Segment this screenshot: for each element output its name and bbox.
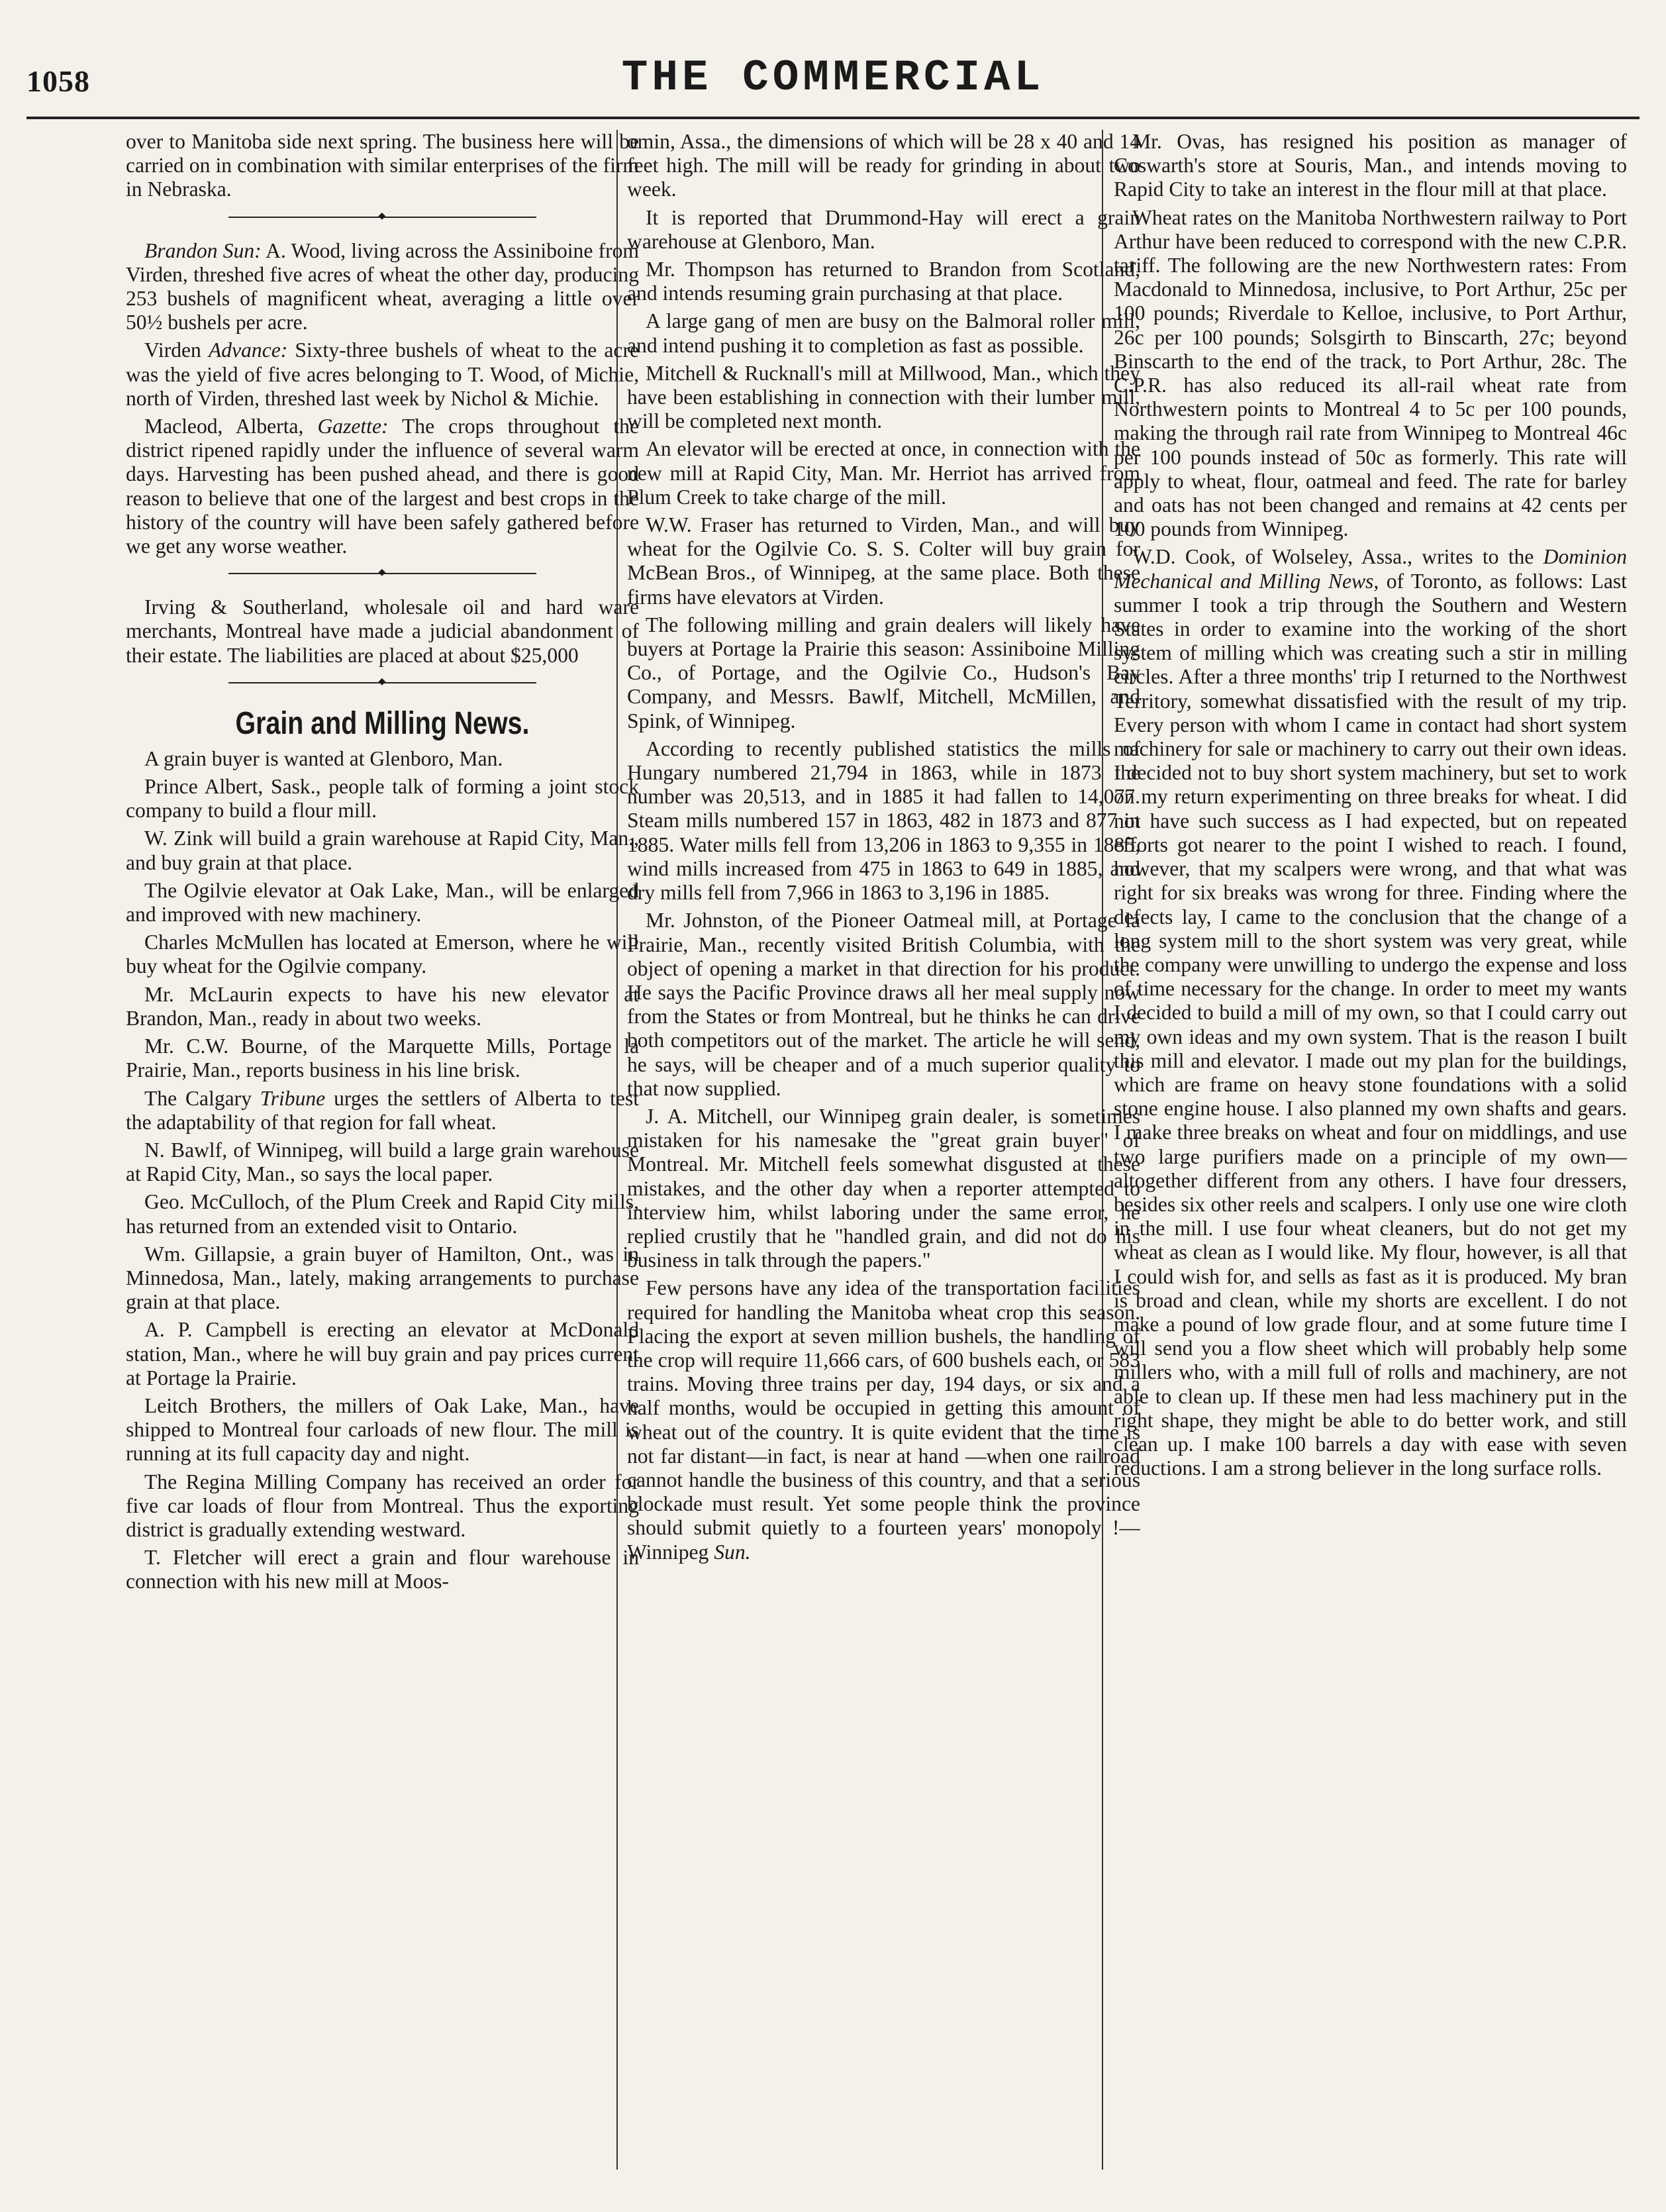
separator <box>228 682 536 687</box>
news-item: The Regina Milling Company has received an order for five car loads of flour from Montreal. Thus the exporting district is gradually extending westward. <box>126 1470 639 1541</box>
source-name: Tribune <box>260 1086 326 1110</box>
news-item: Mitchell & Rucknall's mill at Millwood, Man., which they have been establishing in connection with their lumber mill, will be completed next month. <box>627 361 1140 433</box>
news-item <box>126 1087 639 1134</box>
source-name: Advance: <box>208 338 288 362</box>
paragraph-text: The Calgary <box>144 1086 260 1110</box>
news-item: A grain buyer is wanted at Glenboro, Man. <box>144 746 503 770</box>
paragraph-text: urges the settlers of Alberta to test the adaptability of that region for fall wheat. <box>126 1086 639 1134</box>
column-2 <box>627 130 1140 2156</box>
article-paragraph: over to Manitoba side next spring. The business here will be carried on in combination with similar enterprises of the firm in Nebraska. <box>126 130 639 201</box>
news-item: Mr. Thompson has returned to Brandon from Scotland, and intends resuming grain purchasing at that place. <box>627 258 1140 305</box>
news-item: Wm. Gillapsie, a grain buyer of Hamilton, Ont., was in Minnedosa, Man., lately, making arrangements to purchase grain at that place. <box>126 1242 639 1314</box>
paragraph-text: A. Wood, living across the Assiniboine from Virden, threshed five acres of wheat the other day, producing 253 bushels of magnificent wheat, averaging a little over 50½ bushels per acre. <box>126 238 639 334</box>
news-item: Mr. McLaurin expects to have his new elevator at Brandon, Man., ready in about two weeks. <box>126 982 639 1030</box>
news-item: N. Bawlf, of Winnipeg, will build a large grain warehouse at Rapid City, Man., so says the local paper. <box>126 1138 639 1186</box>
news-item: W.W. Fraser has returned to Virden, Man., and will buy wheat for the Ogilvie Co. S. S. Colter will buy grain for McBean Bros., of Winnipeg, at the same place. Both these firms have elevators at Virden. <box>627 513 1140 609</box>
news-item: The following milling and grain dealers will likely have buyers at Portage la Prairie this season: Assiniboine Milling Co., of Portage, and the Ogilvie Co., Hudson's Bay Company, and Messrs. Bawlf, Mitchell, McMillen, and Spink, of Winnipeg. <box>627 613 1140 732</box>
news-item: J. A. Mitchell, our Winnipeg grain dealer, is sometimes mistaken for his namesake the "great grain buyer" of Montreal. Mr. Mitchell feels somewhat disgusted at these mistakes, and the other day when a reporter attempted to interview him, whilst laboring under the same error, he replied crustily that he "handled grain, and did not do his business in talk through the papers." <box>627 1104 1140 1272</box>
news-item: The Ogilvie elevator at Oak Lake, Man., will be enlarged and improved with new machinery. <box>126 878 639 927</box>
masthead: THE COMMERCIAL <box>621 53 1045 103</box>
paragraph-text: Virden <box>144 338 209 362</box>
news-item <box>1114 545 1627 1480</box>
news-item: W. Zink will build a grain warehouse at Rapid City, Man., and buy grain at that place. <box>126 827 639 874</box>
news-item: A. P. Campbell is erecting an elevator at McDonald station, Man., where he will buy grain and pay prices current at Portage la Prairie. <box>126 1318 639 1389</box>
separator <box>228 217 536 222</box>
paragraph-text: The crops throughout the district ripened rapidly under the influence of several warm days. Harvesting has been pushed ahead, and there is good reason to believe that one of the largest and best crops in the history of the country will have been safely gathered before we get any worse weather. <box>126 415 639 558</box>
article-paragraph <box>126 239 639 335</box>
column-1 <box>126 130 639 2156</box>
news-item: A large gang of men are busy on the Balmoral roller mill, and intend pushing it to completion as fast as possible. <box>627 309 1140 357</box>
publication-name: Dominion Mechanical and Milling News <box>1114 545 1627 593</box>
paragraph-text: Sixty-three bushels of wheat to the acre was the yield of five acres belonging to T. Wood, of Michie, north of Virden, threshed last week by Nichol & Michie. <box>126 338 639 410</box>
header-rule <box>26 117 1640 119</box>
news-item: According to recently published statistics the mills of Hungary numbered 21,794 in 1863, while in 1873 the number was 20,513, and in 1885 it had fallen to 14,077. Steam mills numbered 157 in 1863, 482 in 1873 and 877 in 1885. Water mills fell from 13,206 in 1863 to 9,355 in 1885, wind mills increased from 475 in 1863 to 649 in 1885, and dry mills fell from 7,966 in 1863 to 3,196 in 1885. <box>627 736 1140 905</box>
source-name: Sun. <box>714 1540 751 1564</box>
news-item: omin, Assa., the dimensions of which will be 28 x 40 and 14 feet high. The mill will be ready for grinding in about two week. <box>627 130 1140 201</box>
source-name: Gazette: <box>317 415 389 438</box>
news-item: Charles McMullen has located at Emerson, where he will buy wheat for the Ogilvie company. <box>126 930 639 978</box>
news-item: Mr. Ovas, has resigned his position as manager of Coswarth's store at Souris, Man., and intends moving to Rapid City to take an interest in the flour mill at that place. <box>1114 130 1627 201</box>
news-item: Leitch Brothers, the millers of Oak Lake, Man., have shipped to Montreal four carloads of new flour. The mill is running at its full capacity day and night. <box>126 1393 639 1466</box>
page-number: 1058 <box>26 64 90 98</box>
paragraph-text: Few persons have any idea of the transportation facilities required for handling the Manitoba wheat crop this season. Placing the export at seven million bushels, the handling of the crop will require 11,666 cars, of 600 bushels each, or 583 trains. Moving three trains per day, 194 days, or six and a half months, would be occupied in getting this amount of wheat out of the country. It is quite evident that the time is not far distant—in fact, is near at hand —when one railroad cannot handle the business of this country, and that a serious blockade must result. Yet some people think the province should submit quietly to a fourteen years' monopoly !—Winnipeg <box>627 1276 1140 1564</box>
news-item: It is reported that Drummond-Hay will erect a grain warehouse at Glenboro, Man. <box>627 205 1140 253</box>
source-name: Brandon Sun: <box>144 238 262 262</box>
news-item: Mr. C.W. Bourne, of the Marquette Mills, Portage la Prairie, Man., reports business in his line brisk. <box>126 1034 639 1082</box>
separator <box>228 573 536 578</box>
news-item: T. Fletcher will erect a grain and flour warehouse in connection with his new mill at Moos- <box>126 1546 639 1593</box>
article-paragraph <box>126 415 639 558</box>
news-item <box>627 1276 1140 1564</box>
news-item: An elevator will be erected at once, in connection with the new mill at Rapid City, Man. Mr. Herriot has arrived from Plum Creek to take charge of the mill. <box>627 437 1140 509</box>
section-heading: Grain and Milling News. <box>235 705 530 741</box>
paragraph-text: , of Toronto, as follows: Last summer I took a trip through the Southern and Western States in order to examine into the working of the short system of milling which was creating such a stir in milling circles. After a three months' trip I returned to the Northwest Territory, somewhat dissatisfied with the result of my trip. Every person with whom I came in contact had short system machinery for sale or machinery to carry out their own ideas. I decided not to buy short system machinery, but set to work on my return experimenting on three breaks for wheat. I did not have such success as I had expected, but on repeated efforts got nearer to the point I wished to reach. I found, however, that my scalpers were wrong, and that what was right for six breaks was wrong for three. Finding where the defects lay, I came to the conclusion that the change of a long system mill to the short system was very great, while the company were unwilling to undergo the expense and loss of time necessary for the change. In order to meet my wants I decided to build a mill of my own, so that I could carry out my own ideas and my own system. That is the reason I built this mill and elevator. I made out my plan for the buildings, which are frame on heavy stone foundations with a solid stone engine house. I also planned my own shafts and gears. I make three breaks on wheat and four on middlings, and use two large purifiers made on a principle of my own—altogether different from any others. I have four dressers, besides six other reels and scalpers. I only use one wire cloth in the mill. I use four wheat cleaners, but do not get my wheat as clean as I would like. My flour, however, is all that I could wish for, and sells as fast as it is produced. My bran is broad and clean, while my shorts are excellent. I do not make a pound of low grade flour, and at some future time I will send you a flow sheet which will probably help some millers who, with a mill full of rolls and machinery, are not able to clean up. If these men had less machinery put in the right shape, they might be able to do better work, and still clean up. I make 100 barrels a day with ease with seven reductions. I am a strong believer in the long surface rolls. <box>1114 569 1627 1480</box>
news-item: Wheat rates on the Manitoba Northwestern railway to Port Arthur have been reduced to correspond with the new C.P.R. tariff. The following are the new Northwestern rates: From Macdonald to Minnedosa, inclusive, to Port Arthur, 25c per 100 pounds; Riverdale to Kelloe, inclusive, to Port Arthur, 26c per 100 pounds; Solsgirth to Binscarth, 27c; beyond Binscarth to the end of the track, to Port Arthur, 28c. The C.P.R. has also reduced its all-rail wheat rate from Northwestern points to Montreal 4 to 5c per 100 pounds, making the through rail rate from Winnipeg to Montreal 46c per 100 pounds instead of 50c as formerly. This rate will apply to wheat, flour, oatmeal and feed. The rate for barley and oats has not been changed and remains at 42 cents per 100 pounds from Winnipeg. <box>1114 205 1627 541</box>
paragraph-text: Macleod, Alberta, <box>144 415 318 438</box>
article-paragraph <box>126 338 639 411</box>
news-item: Mr. Johnston, of the Pioneer Oatmeal mill, at Portage la Prairie, Man., recently visited British Columbia, with the object of opening a market in that direction for his product. He says the Pacific Province draws all her meal supply now from the States or from Montreal, but he thinks he can drive both competitors out of the market. The article he will send, he says, will be cheaper and of a much superior quality to that now supplied. <box>627 909 1140 1100</box>
news-item: Prince Albert, Sask., people talk of forming a joint stock company to build a flour mill. <box>126 775 639 823</box>
article-paragraph: Irving & Southerland, wholesale oil and hard ware merchants, Montreal have made a judicial abandonment of their estate. The liabilities are placed at about $25,000 <box>126 595 639 667</box>
paragraph-text: W.D. Cook, of Wolseley, Assa., writes to the <box>1132 545 1544 569</box>
column-3 <box>1114 130 1627 2156</box>
news-item: Geo. McCulloch, of the Plum Creek and Rapid City mills, has returned from an extended visit to Ontario. <box>126 1190 639 1238</box>
